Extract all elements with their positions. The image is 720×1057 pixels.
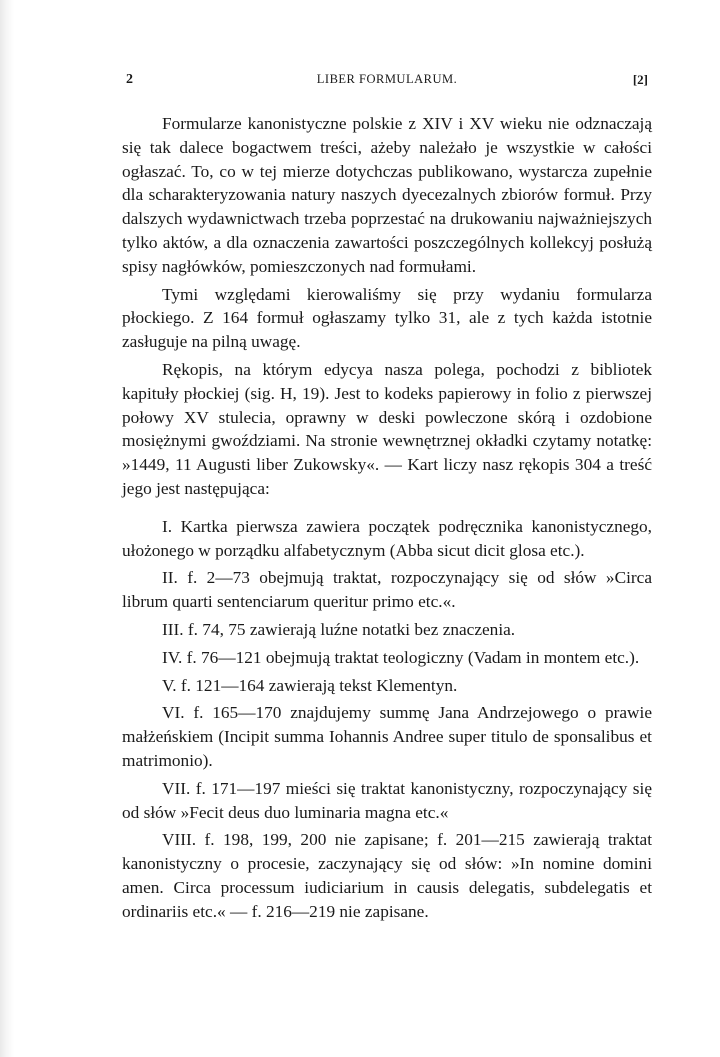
scan-edge [0, 0, 14, 1057]
contents-item: III. f. 74, 75 zawierają luźne notatki bez znaczenia. [162, 619, 516, 639]
contents-item: VII. f. 171—197 mieści się traktat kanonistyczny, rozpoczynający się od słów »Fecit deus duo luminaria magna etc.« [122, 778, 652, 822]
contents-item: V. f. 121—164 zawierają tekst Klementyn. [162, 675, 458, 695]
paragraph: Rękopis, na którym edycya nasza polega, pochodzi z bibliotek kapituły płockiej (sig. H, 19). Jest to kodeks papierowy in folio z pierwszej połowy XV stulecia, oprawny w deski powleczone skórą i ozdobione mosiężnymi gwoździami. Na stronie wewnętrznej okładki czytamy notatkę: »1449, 11 Augusti liber Zukowsky«. — Kart liczy nasz rękopis 304 a treść jego jest następująca: [122, 359, 652, 498]
paragraph: Tymi względami kierowaliśmy się przy wydaniu formularza płockiego. Z 164 formuł ogłaszamy tylko 31, ale z tych każda istotnie zasługuje na pilną uwagę. [122, 284, 652, 352]
contents-item: VI. f. 165—170 znajdujemy summę Jana Andrzejowego o prawie małżeńskiem (Incipit summa Iohannis Andree super titulo de sponsalibus et matrimonio). [122, 703, 652, 770]
contents-item: IV. f. 76—121 obejmują traktat teologiczny (Vadam in montem etc.). [162, 647, 640, 667]
contents-item: I. Kartka pierwsza zawiera początek podręcznika kanonistycznego, ułożonego w porządku alfabetycznym (Abba sicut dicit glosa etc.). [122, 516, 652, 560]
page-number: 2 [126, 72, 133, 87]
contents-item: II. f. 2—73 obejmują traktat, rozpoczynający się od słów »Circa librum quarti sentenciarum queritur primo etc.«. [122, 568, 652, 612]
folio-mark: [2] [632, 72, 648, 87]
running-title: LIBER FORMULARUM. [316, 72, 458, 86]
running-head [122, 72, 652, 92]
body-text [122, 112, 652, 924]
contents-item: VIII. f. 198, 199, 200 nie zapisane; f. 201—215 zawierają traktat kanonistyczny o procesie, zaczynający się od słów: »In nomine domini amen. Circa processum iudiciarium in causis delegatis, subdelegatis et ordinariis etc.« — f. 216—219 nie zapisane. [122, 830, 652, 921]
paragraph: Formularze kanonistyczne polskie z XIV i XV wieku nie odznaczają się tak dalece bogactwem treści, ażeby należało je wszystkie w całości ogłaszać. To, co w tej mierze dotychczas publikowano, wystarcza zupełnie dla scharakteryzowania natury naszych dyecezalnych zbiorów formuł. Przy dalszych wydawnictwach trzeba poprzestać na drukowaniu najważniejszych tylko aktów, a dla oznaczenia zawartości poszczególnych kollekcyj posłużą spisy nagłówków, pomieszczonych nad formułami. [122, 114, 652, 276]
